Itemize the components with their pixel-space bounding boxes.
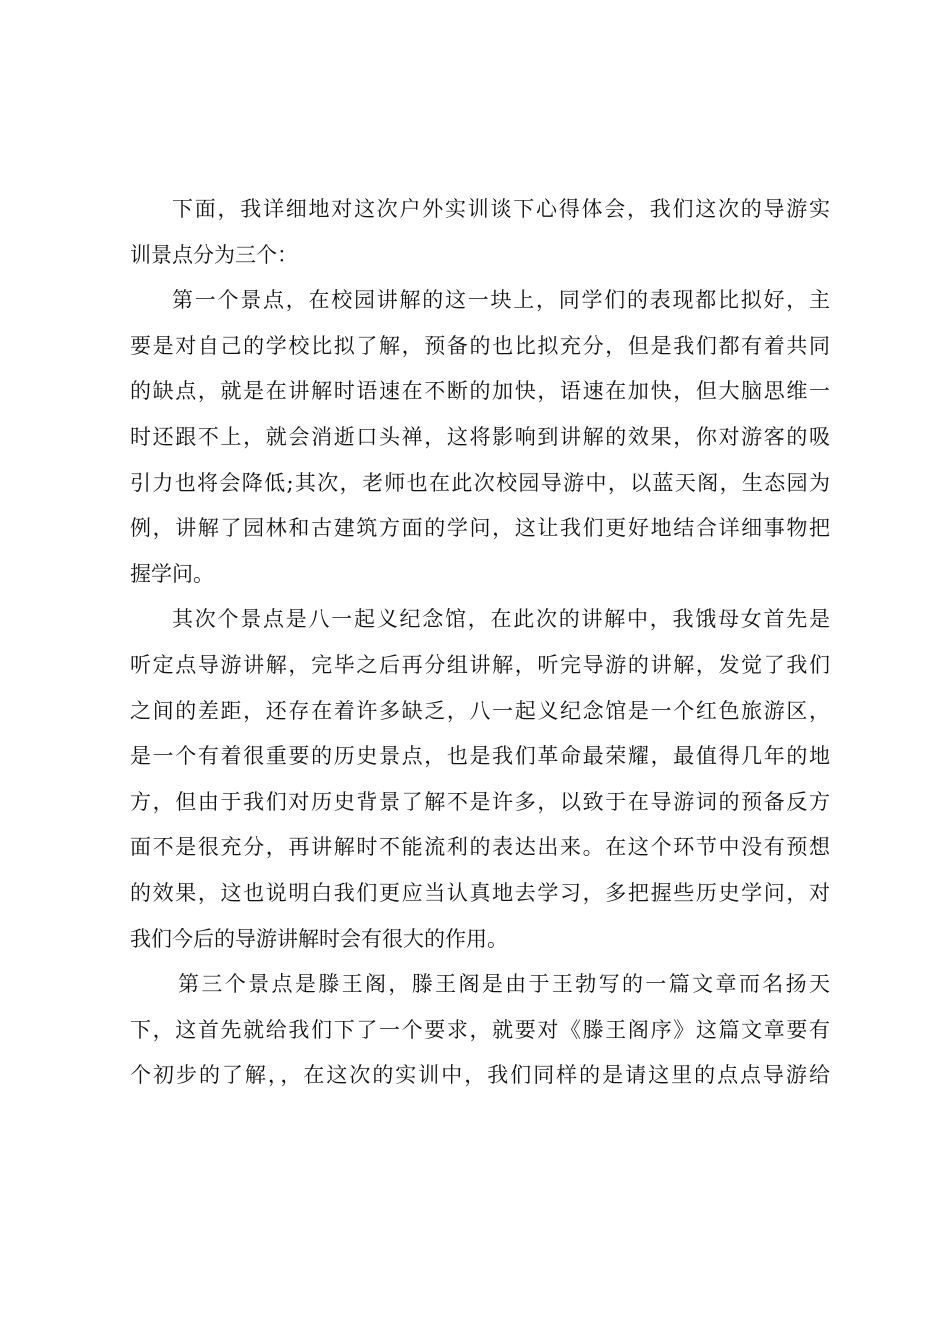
paragraph-4 (130, 962, 830, 1099)
paragraph-line: 的缺点，就是在讲解时语速在不断的加快，语速在加快，但大脑思维一 (130, 379, 830, 404)
paragraph-2 (130, 278, 830, 597)
paragraph-1 (130, 187, 830, 278)
paragraph-line: 引力也将会降低;其次，老师也在此次校园导游中，以蓝天阁，生态园为 (130, 470, 830, 495)
paragraph-line: 例，讲解了园林和古建筑方面的学问，这让我们更好地结合详细事物把 (130, 516, 830, 541)
paragraph-line: 的效果，这也说明白我们更应当认真地去学习，多把握些历史学问，对 (130, 880, 830, 905)
paragraph-line: 个初步的了解，，在这次的实训中，我们同样的是请这里的点点导游给 (130, 1063, 830, 1088)
paragraph-line: 下，这首先就给我们下了一个要求，就要对《滕王阁序》这篇文章要有 (130, 1017, 830, 1042)
paragraph-line: 要是对自己的学校比拟了解，预备的也比拟充分，但是我们都有着共同 (130, 333, 830, 358)
document-body (130, 187, 830, 1099)
paragraph-line: 握学问。 (130, 561, 214, 586)
paragraph-line: 我们今后的导游讲解时会有很大的作用。 (130, 926, 508, 951)
paragraph-line: 第三个景点是滕王阁，滕王阁是由于王勃写的一篇文章而名扬天 (178, 972, 830, 997)
paragraph-line: 方，但由于我们对历史背景了解不是许多，以致于在导游词的预备反方 (130, 789, 830, 814)
paragraph-line: 时还跟不上，就会消逝口头禅，这将影响到讲解的效果，你对游客的吸 (130, 424, 830, 449)
paragraph-line: 第一个景点，在校园讲解的这一块上，同学们的表现都比拟好，主 (172, 288, 830, 313)
paragraph-line: 是一个有着很重要的历史景点，也是我们革命最荣耀，最值得几年的地 (130, 744, 830, 769)
paragraph-line: 下面，我详细地对这次户外实训谈下心得体会，我们这次的导游实 (172, 197, 830, 221)
paragraph-line: 训景点分为三个： (130, 242, 298, 267)
paragraph-line: 面不是很充分，再讲解时不能流利的表达出来。在这个环节中没有预想 (130, 835, 830, 860)
paragraph-line: 之间的差距，还存在着许多缺乏，八一起义纪念馆是一个红色旅游区， (130, 698, 830, 723)
paragraph-3 (130, 597, 830, 962)
paragraph-line: 听定点导游讲解，完毕之后再分组讲解，听完导游的讲解，发觉了我们 (130, 652, 830, 677)
paragraph-line: 其次个景点是八一起义纪念馆，在此次的讲解中，我饿母女首先是 (172, 607, 830, 632)
